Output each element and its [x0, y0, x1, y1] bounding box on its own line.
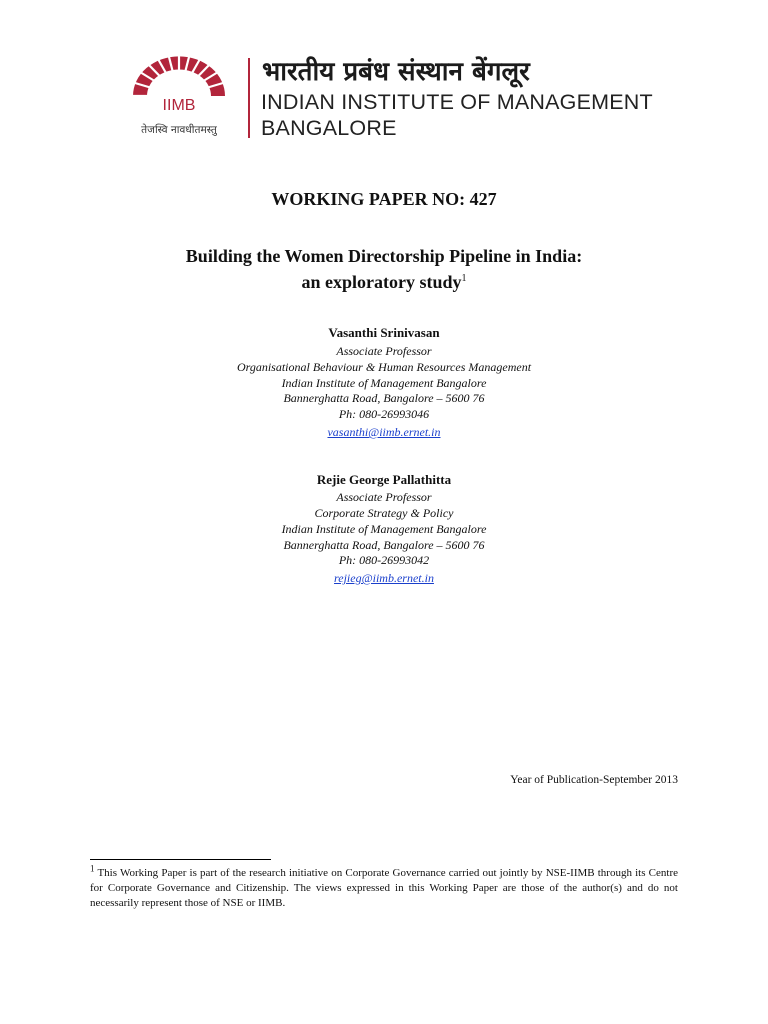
author-1-email-link[interactable]: vasanthi@iimb.ernet.in — [327, 425, 441, 439]
working-paper-number: WORKING PAPER NO: 427 — [271, 189, 497, 209]
footnote — [90, 863, 678, 911]
institute-name-line1: INDIAN INSTITUTE OF MANAGEMENT — [261, 90, 653, 114]
title-footnote-mark: 1 — [461, 273, 467, 284]
iimb-logo — [127, 50, 237, 142]
author-2-area: Corporate Strategy & Policy — [314, 506, 454, 520]
author-2-name: Rejie George Pallathitta — [316, 472, 452, 487]
header-divider — [248, 58, 250, 138]
logo-motto: तेजस्वि नावधीतमस्तु — [141, 124, 217, 136]
author-1-position: Associate Professor — [336, 344, 432, 358]
author-2-email-link[interactable]: rejieg@iimb.ernet.in — [334, 571, 434, 585]
author-2-phone: Ph: 080-26993042 — [338, 553, 430, 567]
paper-title-line2 — [0, 272, 768, 293]
author-1-area: Organisational Behaviour & Human Resources Management — [236, 360, 532, 374]
author-1-address: Bannerghatta Road, Bangalore – 5600 76 — [283, 391, 485, 405]
hindi-institute-name: भारतीय प्रबंध संस्थान बेंगलूर — [262, 57, 530, 87]
institute-name-line2: BANGALORE — [261, 116, 397, 140]
author-1-phone: Ph: 080-26993046 — [338, 407, 430, 421]
footnote-rule — [90, 859, 271, 860]
author-1-institute: Indian Institute of Management Bangalore — [281, 376, 487, 390]
author-2-address: Bannerghatta Road, Bangalore – 5600 76 — [283, 538, 485, 552]
institute-header — [127, 50, 653, 142]
footnote-text: This Working Paper is part of the research initiative on Corporate Governance carried out jointly by NSE-IIMB through its Centre for Corporate Governance and Citizenship. The views expressed in this Working Paper are those of the author(s) and do not necessarily represent those of NSE or IIMB. — [90, 867, 678, 909]
logo-text: IIMB — [162, 97, 196, 114]
author-1-email-row — [0, 423, 768, 441]
publication-year: Year of Publication-September 2013 — [510, 774, 678, 786]
footnote-mark: 1 — [90, 863, 95, 874]
author-2-position: Associate Professor — [336, 490, 432, 504]
author-2-institute: Indian Institute of Management Bangalore — [281, 522, 487, 536]
paper-title-line1: Building the Women Directorship Pipeline in India: — [185, 246, 583, 266]
author-1-name: Vasanthi Srinivasan — [328, 325, 440, 340]
author-2-email-row — [0, 569, 768, 587]
paper-title-text: an exploratory study — [301, 272, 462, 292]
